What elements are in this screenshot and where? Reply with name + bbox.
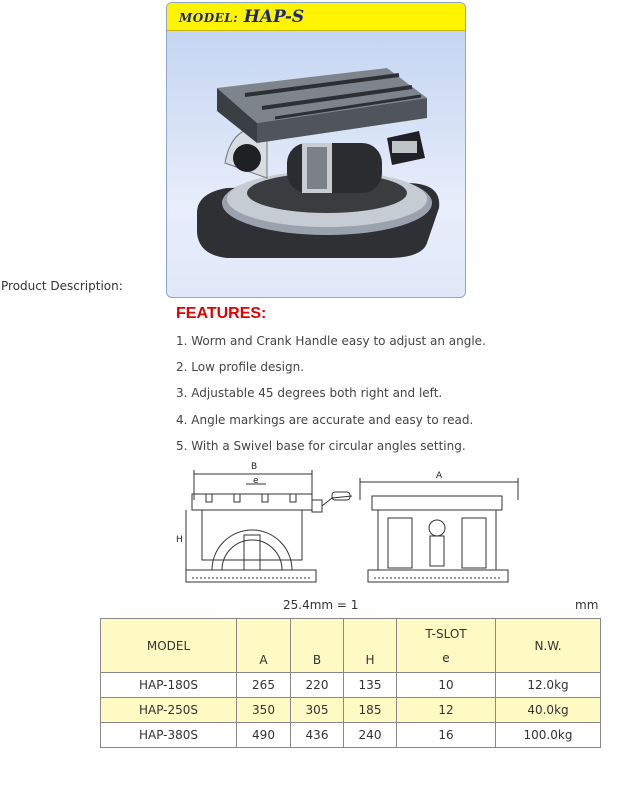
header-h: H — [344, 619, 397, 673]
dim-label-e: e — [253, 476, 259, 486]
header-tslot: T-SLOT e — [397, 619, 496, 673]
feature-item: 3. Adjustable 45 degrees both right and left. — [176, 386, 443, 400]
feature-item: 2. Low profile design. — [176, 360, 305, 374]
header-b: B — [291, 619, 344, 673]
table-row: HAP-250S 350 305 185 12 40.0kg — [101, 698, 601, 723]
model-banner — [167, 3, 465, 31]
product-description-label: Product Description: — [1, 279, 123, 293]
header-model: MODEL — [101, 619, 237, 673]
dim-label-h: H — [176, 535, 183, 545]
spec-table — [100, 618, 601, 748]
dim-label-b: B — [251, 462, 258, 472]
feature-item: 5. With a Swivel base for circular angles setting. — [176, 439, 466, 453]
model-label: MODEL: — [179, 11, 239, 25]
header-a: A — [237, 619, 291, 673]
table-row: HAP-380S 490 436 240 16 100.0kg — [101, 723, 601, 748]
feature-item: 1. Worm and Crank Handle easy to adjust an angle. — [176, 334, 486, 348]
table-header-row — [101, 619, 601, 673]
header-nw: N.W. — [496, 619, 601, 673]
table-row: HAP-180S 265 220 135 10 12.0kg — [101, 673, 601, 698]
model-value: HAP-S — [243, 7, 305, 27]
features-title: FEATURES: — [176, 305, 267, 322]
feature-item: 4. Angle markings are accurate and easy to read. — [176, 413, 474, 427]
dimension-drawing — [172, 460, 522, 590]
dim-label-a: A — [436, 471, 443, 481]
tilting-vise-photo — [187, 43, 447, 288]
conversion-note: 25.4mm = 1 — [283, 598, 359, 612]
product-card — [166, 2, 466, 298]
unit-note: mm — [575, 598, 599, 612]
